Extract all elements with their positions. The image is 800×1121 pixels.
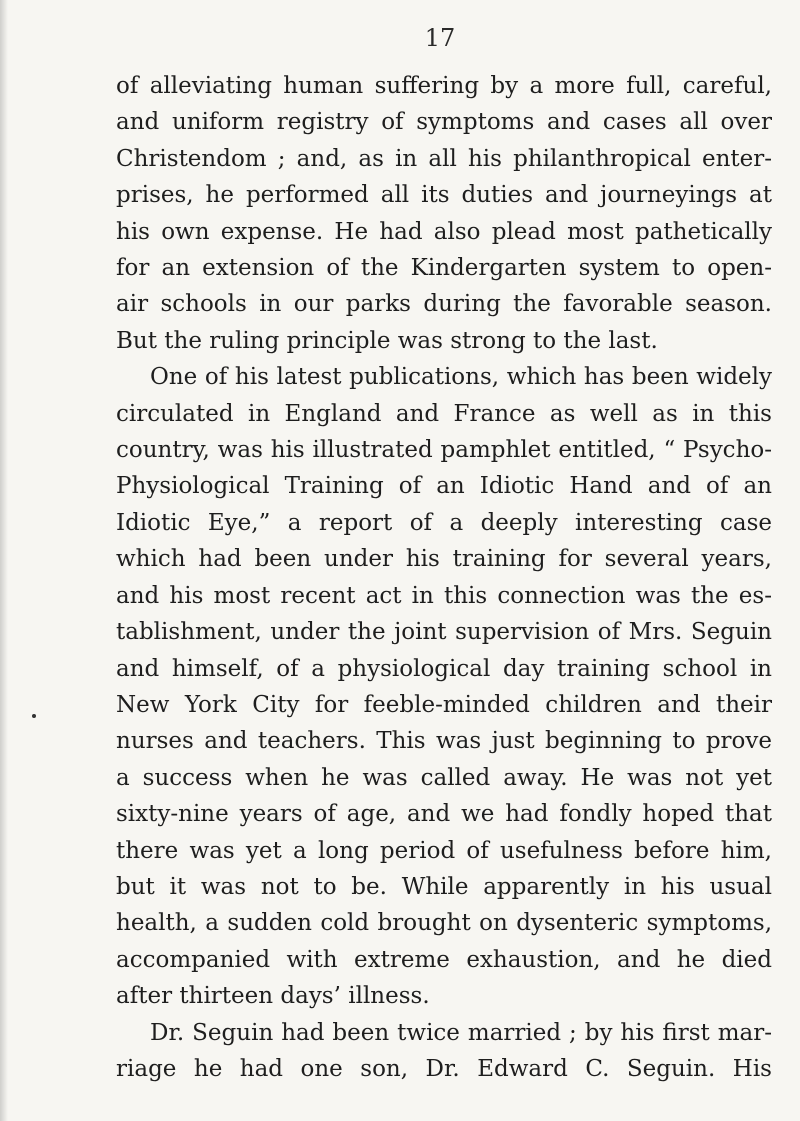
text-line: Physiological Training of an Idiotic Hand and of an <box>116 473 772 500</box>
text-line: But the ruling principle was strong to the last. <box>116 327 658 354</box>
text-line: and his most recent act in this connection was the es- <box>116 582 772 609</box>
text-line: a success when he was called away. He was not yet <box>116 764 772 791</box>
text-line: there was yet a long period of usefulness before him, <box>116 837 772 864</box>
text-line: and uniform registry of symptoms and cases all over <box>116 109 772 136</box>
text-line: tablishment, under the joint supervision of Mrs. Seguin <box>116 619 772 646</box>
page-number: 17 <box>424 24 456 52</box>
page-edge-shadow <box>0 0 8 1121</box>
text-line: of alleviating human suffering by a more full, careful, <box>116 73 772 99</box>
text-line: prises, he performed all its duties and journeyings at <box>116 182 772 209</box>
text-line: accompanied with extreme exhaustion, and he died <box>116 946 772 973</box>
text-line: riage he had one son, Dr. Edward C. Seguin. His <box>116 1055 772 1082</box>
text-line: New York City for feeble-minded children and their <box>116 691 772 718</box>
text-line: for an extension of the Kindergarten system to open- <box>116 255 772 282</box>
text-line: his own expense. He had also plead most pathetically <box>116 218 772 245</box>
body-text <box>116 68 772 1087</box>
text-line: Idiotic Eye,” a report of a deeply interesting case <box>116 509 772 536</box>
text-line: Dr. Seguin had been twice married ; by his first mar- <box>150 1019 772 1046</box>
text-line: health, a sudden cold brought on dysenteric symptoms, <box>116 910 772 937</box>
text-line: air schools in our parks during the favorable season. <box>116 291 772 318</box>
text-line: after thirteen days’ illness. <box>116 983 430 1010</box>
text-line: nurses and teachers. This was just beginning to prove <box>116 728 772 755</box>
text-line: circulated in England and France as well as in this <box>116 400 772 427</box>
text-line: but it was not to be. While apparently in his usual <box>116 873 772 900</box>
text-line: which had been under his training for several years, <box>116 546 772 573</box>
text-line: and himself, of a physiological day training school in <box>116 655 772 682</box>
text-line: One of his latest publications, which has been widely <box>150 364 772 391</box>
ink-speck <box>32 714 36 718</box>
text-line: Christendom ; and, as in all his philanthropical enter- <box>116 145 772 172</box>
text-line: sixty-nine years of age, and we had fondly hoped that <box>116 801 772 828</box>
text-line: country, was his illustrated pamphlet entitled, “ Psycho- <box>116 437 772 464</box>
